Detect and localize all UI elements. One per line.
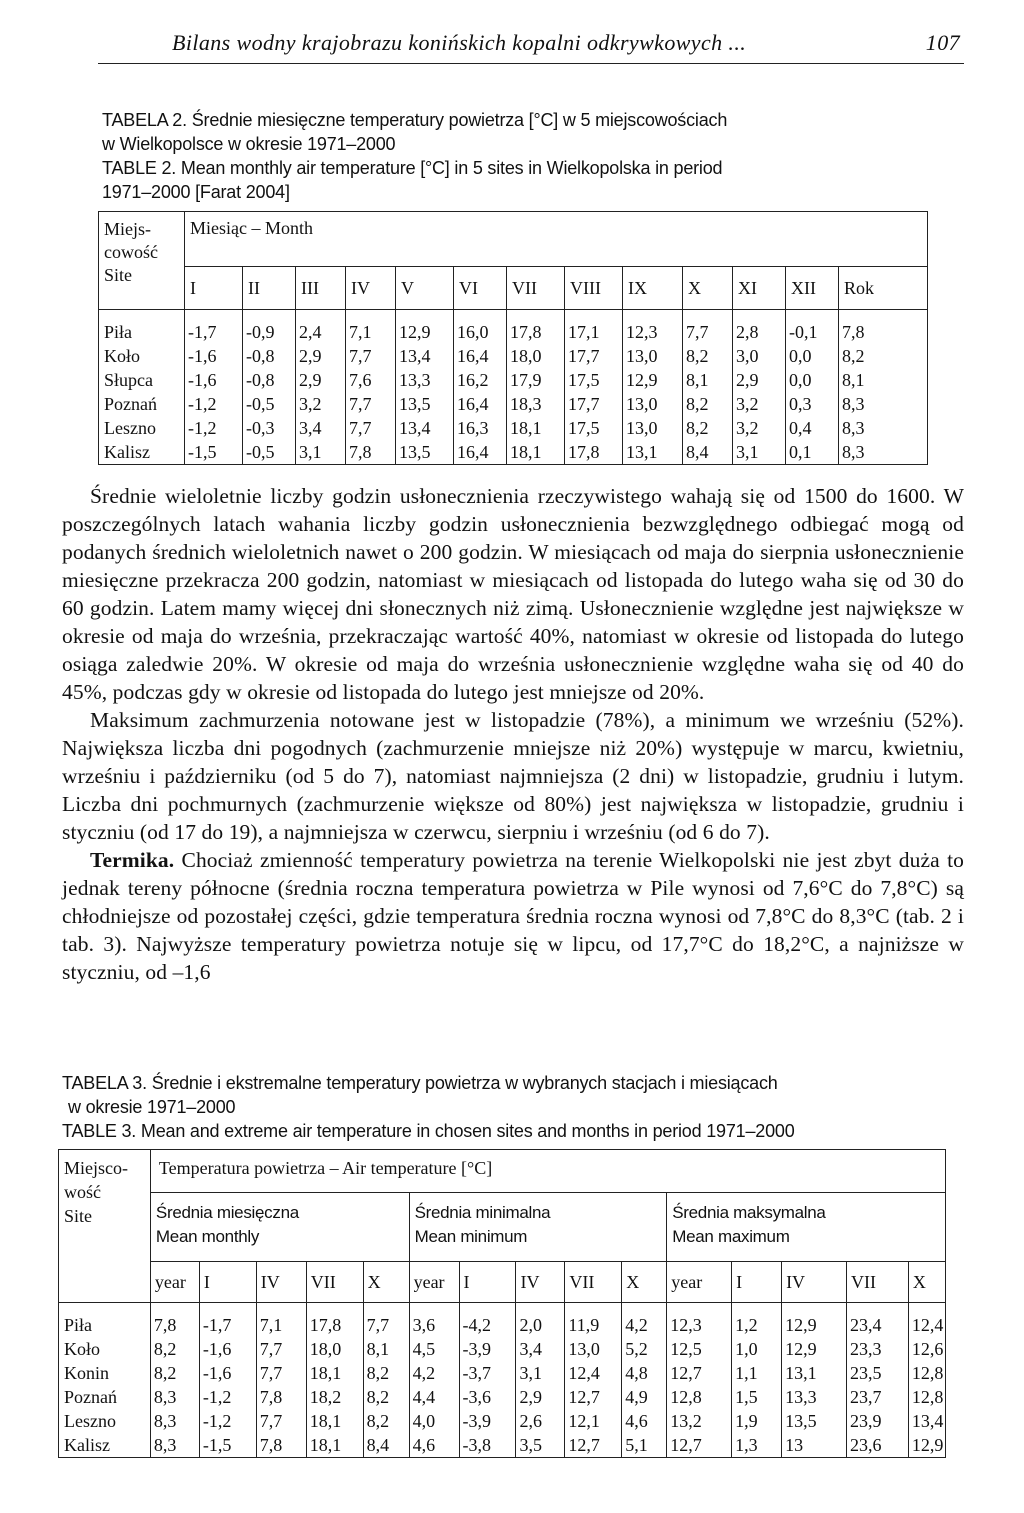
table3-site-cell: Konin [59,1361,151,1385]
table2-value-cell: -1,2 [185,416,243,440]
table2-caption-pl-line1: TABELA 2. Średnie miesięczne temperatury powietrza [°C] w 5 miejscowościach [102,110,728,130]
table2-value-cell: 0,4 [786,416,839,440]
table2-value-cell: 0,0 [786,368,839,392]
table3-value-cell: 8,3 [150,1409,199,1433]
table3-value-cell: 13 [782,1433,847,1458]
table2-value-cell: 7,7 [683,310,733,345]
table3-value-cell: 12,6 [911,1339,944,1359]
table2-value-cell: 18,3 [507,392,565,416]
table3-site-cell: Piła [59,1303,151,1338]
table2-value-cell: 3,2 [733,416,786,440]
table2-column-header: I [185,267,243,310]
table2-value-cell: 2,9 [296,344,346,368]
table3-value-cell: 12,8 [911,1387,944,1407]
table2-value-cell: 13,4 [396,344,454,368]
table2-value-cell: 8,3 [842,394,865,414]
table3-site-cell: Poznań [59,1385,151,1409]
table3-subcolumn-header: I [732,1262,782,1303]
table2-column-header: II [243,267,296,310]
table3-value-cell: -1,2 [199,1385,256,1409]
table2-value-cell: 8,2 [842,346,865,366]
table3-value-cell: 17,8 [306,1303,363,1338]
table3-subcolumn-header: year [409,1262,459,1303]
table2-site-cell: Kalisz [99,440,185,465]
table3-value-cell: 8,1 [363,1337,409,1361]
table3-value-cell: 5,2 [622,1337,667,1361]
table2-site-header-line3: Site [104,265,133,285]
table2-value-cell: 8,3 [842,418,865,438]
table3-value-cell: -1,7 [199,1303,256,1338]
table3-value-cell: 8,2 [363,1385,409,1409]
table3-value-cell: 13,2 [667,1409,732,1433]
table2-value-cell: 16,2 [454,368,507,392]
table3-caption-pl-line1: TABELA 3. Średnie i ekstremalne temperatury powietrza w wybranych stacjach i miesiącach [62,1073,778,1093]
table3-value-cell: 4,9 [622,1385,667,1409]
table3-value-cell: 12,4 [565,1361,622,1385]
table3-site-cell: Koło [59,1337,151,1361]
table3-value-cell: -1,6 [199,1337,256,1361]
table2-value-cell: 17,9 [507,368,565,392]
table3-caption-en: TABLE 3. Mean and extreme air temperature in chosen sites and months in period 1971–2000 [62,1121,795,1141]
table2-column-header: VII [507,267,565,310]
table3-value-cell: 1,1 [732,1361,782,1385]
table2-value-cell: 16,4 [454,440,507,465]
table3-value-cell: 8,4 [363,1433,409,1458]
running-title: Bilans wodny krajobrazu konińskich kopalni odkrywkowych ... [172,30,747,55]
table3-value-cell: 18,2 [306,1385,363,1409]
table2-value-cell: 3,4 [296,416,346,440]
table2-value-cell: 2,9 [733,368,786,392]
table3-value-cell: 1,5 [732,1385,782,1409]
table3-value-cell: 7,7 [256,1409,306,1433]
table2-value-cell: 8,4 [683,440,733,465]
table2-site-header-line1: Miejs- [104,219,151,239]
table3-value-cell: 2,0 [516,1303,565,1338]
table2-value-cell: 13,0 [623,416,683,440]
table2-value-cell: 7,7 [346,392,396,416]
table2-value-cell: 7,1 [346,310,396,345]
paragraph-sunshine: Średnie wieloletnie liczby godzin usłonecznienia rzeczywistego wahają się od 1500 do 1600. W poszczególnych latach wahania liczby godzin usłonecznienia bezwzględnego odbiegać mogą od podanych średnich wieloletnich nawet o 200 godzin. W miesiącach od maja do sierpnia usłonecznienie miesięczne przekracza 200 godzin, natomiast w miesiącach od listopada do lutego waha się od 30 do 60 godzin. Latem mamy więcej dni słonecznych niż zimą. Usłonecznienie względne jest największe w okresie od maja do września, przekraczając wartość 40%, natomiast w okresie od listopada do lutego osiąga zaledwie 20%. W okresie od maja do września usłonecznienie względne waha się od 40 do 45%, podczas gdy w okresie od listopada do lutego jest mniejsze od 20%. [62,484,964,704]
paragraph-thermal-text: Chociaż zmienność temperatury powietrza na terenie Wielkopolski nie jest zbyt duża to jednak tereny północne (średnia roczna temperatura powietrza w Pile wynosi od 7,6°C do 7,8°C) są chłodniejsze od pozostałej części, gdzie temperatura średnia roczna wynosi od 7,8°C do 8,3°C (tab. 2 i tab. 3). Najwyższe temperatury powietrza notuje się w lipcu, od 17,7°C do 18,2°C, a najniższe w styczniu, od –1,6 [62,848,964,984]
table2-value-cell: 3,1 [733,440,786,465]
table2 [98,211,928,465]
table3-value-cell: 4,2 [409,1361,459,1385]
table3-value-cell: 3,1 [516,1361,565,1385]
table-row [99,310,928,345]
table3-value-cell: 23,4 [846,1303,908,1338]
table2-column-header: III [296,267,346,310]
table3 [58,1149,946,1458]
table3-group-label-pl: Średnia minimalna [414,1203,551,1222]
table3-value-cell: 23,6 [846,1433,908,1458]
table-row [99,392,928,416]
table2-value-cell: -1,2 [185,392,243,416]
table3-group-row [59,1193,946,1262]
table3-value-cell: 12,8 [667,1385,732,1409]
table2-value-cell: 18,0 [507,344,565,368]
table3-site-cell: Kalisz [59,1433,151,1458]
table3-subcolumn-header: X [912,1272,926,1292]
table3-value-cell: 13,3 [782,1385,847,1409]
table2-value-cell: 8,1 [842,370,865,390]
table3-group-header [667,1193,946,1262]
table2-site-cell: Poznań [99,392,185,416]
table2-value-cell: 17,5 [565,368,623,392]
table3-value-cell: 12,7 [565,1385,622,1409]
table2-value-cell: -1,6 [185,344,243,368]
table-row [99,440,928,465]
table2-value-cell: 3,1 [296,440,346,465]
table2-value-cell: 17,7 [565,392,623,416]
table2-value-cell: 18,1 [507,416,565,440]
table3-value-cell: -1,2 [199,1409,256,1433]
table2-value-cell: 17,7 [565,344,623,368]
table3-value-cell: 13,0 [565,1337,622,1361]
table3-value-cell: 4,6 [409,1433,459,1458]
table2-value-cell: 17,5 [565,416,623,440]
table-row [59,1361,946,1385]
table3-subcolumn-header: year [667,1262,732,1303]
table3-value-cell: 18,1 [306,1409,363,1433]
table-row [59,1385,946,1409]
header-rule [98,63,964,64]
table2-value-cell: 0,3 [786,392,839,416]
table2-value-cell: -0,5 [243,392,296,416]
table3-value-cell: 23,3 [846,1337,908,1361]
table2-value-cell: 0,1 [786,440,839,465]
table-row [59,1337,946,1361]
table2-value-cell: 2,8 [733,310,786,345]
table2-value-cell: 16,0 [454,310,507,345]
table3-value-cell: 3,5 [516,1433,565,1458]
table2-caption [102,108,862,204]
table3-value-cell: 5,1 [622,1433,667,1458]
table3-subcolumn-header: IV [782,1262,847,1303]
table-row [59,1409,946,1433]
table2-value-cell: -0,8 [243,368,296,392]
table2-value-cell: 2,9 [296,368,346,392]
table2-value-cell: 17,1 [565,310,623,345]
table3-site-header-line1: Miejsco- [64,1158,128,1178]
table3-value-cell: 12,9 [782,1337,847,1361]
table3-group-label-en: Mean monthly [155,1227,260,1246]
table2-value-cell: -1,7 [185,310,243,345]
table2-column-header: Rok [844,277,875,298]
table3-value-cell: 12,7 [667,1361,732,1385]
table3-value-cell: 2,9 [516,1385,565,1409]
table2-value-cell: 7,6 [346,368,396,392]
table2-column-header: V [396,267,454,310]
table2-value-cell: 13,3 [396,368,454,392]
table3-value-cell: 1,0 [732,1337,782,1361]
page-number: 107 [925,30,960,55]
table2-value-cell: 3,2 [733,392,786,416]
table3-site-header-line2: wość [64,1182,101,1202]
table3-value-cell: -3,7 [459,1361,516,1385]
table3-value-cell: 18,0 [306,1337,363,1361]
table3-value-cell: 11,9 [565,1303,622,1338]
table2-site-header-line2: cowość [104,242,158,262]
table-row [99,344,928,368]
table3-value-cell: 4,5 [409,1337,459,1361]
table3-value-cell: -3,9 [459,1337,516,1361]
table2-value-cell: -1,6 [185,368,243,392]
table3-subcolumn-header: X [363,1262,409,1303]
table2-value-cell: 8,2 [683,344,733,368]
table3-subcolumn-header: X [622,1262,667,1303]
table2-value-cell: 13,1 [623,440,683,465]
table2-column-header: VI [454,267,507,310]
table2-value-cell: 8,2 [683,416,733,440]
table2-caption-en-line2: 1971–2000 [Farat 2004] [102,182,290,202]
table2-value-cell: 13,0 [623,344,683,368]
table2-month-header: Miesiąc – Month [185,212,928,267]
table3-group-label-en: Mean minimum [414,1227,528,1246]
table3-value-cell: 12,7 [565,1433,622,1458]
table3-value-cell: 1,2 [732,1303,782,1338]
table2-column-header: X [683,267,733,310]
table2-value-cell: 7,7 [346,344,396,368]
table3-value-cell: 4,2 [622,1303,667,1338]
table3-value-cell: 8,2 [150,1337,199,1361]
table2-site-cell: Słupca [99,368,185,392]
table2-value-cell: 8,2 [683,392,733,416]
table3-value-cell: 12,8 [911,1363,944,1383]
table2-value-cell: 17,8 [507,310,565,345]
table3-value-cell: 12,9 [911,1435,944,1455]
table2-value-cell: -0,3 [243,416,296,440]
table3-value-cell: 7,8 [256,1433,306,1458]
table3-value-cell: 12,3 [667,1303,732,1338]
table2-column-header: IV [346,267,396,310]
table2-value-cell: 0,0 [786,344,839,368]
table3-value-cell: 23,7 [846,1385,908,1409]
table2-value-cell: 12,9 [623,368,683,392]
table2-value-cell: 16,3 [454,416,507,440]
table2-value-cell: 7,8 [346,440,396,465]
table3-value-cell: 23,5 [846,1361,908,1385]
table2-site-cell: Piła [99,310,185,345]
table3-value-cell: 7,8 [256,1385,306,1409]
table3-subcolumn-header: I [199,1262,256,1303]
table2-value-cell: 8,1 [683,368,733,392]
table3-value-cell: 7,7 [256,1337,306,1361]
table2-value-cell: 16,4 [454,392,507,416]
table3-value-cell: -1,5 [199,1433,256,1458]
table3-group-label-pl: Średnia maksymalna [672,1203,826,1222]
table2-body [99,310,928,465]
table2-value-cell: 12,9 [396,310,454,345]
table3-subcolumn-header: IV [256,1262,306,1303]
table3-value-cell: 13,4 [911,1411,944,1431]
table2-value-cell: 3,2 [296,392,346,416]
table3-value-cell: 4,8 [622,1361,667,1385]
table3-value-cell: 8,3 [150,1385,199,1409]
table3-site-cell: Leszno [59,1409,151,1433]
table-row [59,1303,946,1338]
table3-group-label-pl: Średnia miesięczna [155,1203,299,1222]
table3-value-cell: -1,6 [199,1361,256,1385]
table3-value-cell: 4,4 [409,1385,459,1409]
table3-value-cell: 23,9 [846,1409,908,1433]
table3-value-cell: 12,5 [667,1337,732,1361]
table2-value-cell: 13,5 [396,440,454,465]
table2-value-cell: 13,4 [396,416,454,440]
table2-value-cell: -0,5 [243,440,296,465]
table2-value-cell: -0,8 [243,344,296,368]
table3-value-cell: 12,4 [908,1303,945,1338]
table3-group-label-en: Mean maximum [672,1227,790,1246]
paragraph-thermal [62,846,964,986]
table3-value-cell: -3,6 [459,1385,516,1409]
table2-caption-pl-line2: w Wielkopolsce w okresie 1971–2000 [102,134,396,154]
table3-subcolumn-row [59,1262,946,1303]
table3-value-cell: 7,7 [363,1303,409,1338]
table2-value-cell: 17,8 [565,440,623,465]
table3-value-cell: -3,9 [459,1409,516,1433]
table2-month-row [99,267,928,310]
table2-column-header: IX [623,267,683,310]
table2-value-cell: 3,0 [733,344,786,368]
table2-value-cell: 18,1 [507,440,565,465]
table3-subcolumn-header: I [459,1262,516,1303]
table3-subcolumn-header: IV [516,1262,565,1303]
table2-value-cell: 16,4 [454,344,507,368]
table3-value-cell: 1,9 [732,1409,782,1433]
table-row [99,368,928,392]
table2-site-cell: Koło [99,344,185,368]
table2-column-header: XII [786,267,839,310]
table3-value-cell: 1,3 [732,1433,782,1458]
table3-value-cell: 12,1 [565,1409,622,1433]
table3-group-header [150,1193,409,1262]
table-row [99,416,928,440]
table3-value-cell: 12,9 [782,1303,847,1338]
table3-subcolumn-header: VII [306,1262,363,1303]
table3-subcolumn-header: VII [846,1262,908,1303]
table3-value-cell: 18,1 [306,1433,363,1458]
table2-value-cell: 7,8 [839,310,928,345]
table3-value-cell: 8,2 [363,1409,409,1433]
table3-value-cell: 8,2 [150,1361,199,1385]
table3-caption [62,1071,962,1143]
table3-value-cell: 7,8 [150,1303,199,1338]
table2-column-header: XI [733,267,786,310]
table2-value-cell: 2,4 [296,310,346,345]
paragraph-cloudiness: Maksimum zachmurzenia notowane jest w listopadzie (78%), a minimum we wrześniu (52%). Największa liczba dni pogodnych (zachmurzenie mniejsze niż 20%) występuje w marcu, kwietniu, wrześniu i październiku (od 5 do 7), natomiast najmniejsza (2 dni) w listopadzie, grudniu i lutym. Liczba dni pochmurnych (zachmurzenie większe od 80%) jest największa w listopadzie, grudniu i styczniu (od 17 do 19), a najmniejsza w czerwcu, sierpniu i wrześniu (od 6 do 7). [62,708,964,844]
table2-site-cell: Leszno [99,416,185,440]
table3-value-cell: 8,3 [150,1433,199,1458]
table2-caption-en-line1: TABLE 2. Mean monthly air temperature [°C] in 5 sites in Wielkopolska in period [102,158,723,178]
table2-value-cell: 13,5 [396,392,454,416]
table2-value-cell: 8,3 [842,442,865,462]
table2-value-cell: -0,9 [243,310,296,345]
table3-value-cell: 2,6 [516,1409,565,1433]
table3-air-header: Temperatura powietrza – Air temperature [°C] [150,1150,945,1193]
table3-value-cell: 3,6 [409,1303,459,1338]
body-text [62,482,964,986]
table2-column-header: VIII [565,267,623,310]
table3-subcolumn-header: VII [565,1262,622,1303]
table-row [59,1433,946,1458]
table3-value-cell: 4,6 [622,1409,667,1433]
table3-site-header-line3: Site [64,1206,93,1226]
table3-value-cell: 13,5 [782,1409,847,1433]
table2-value-cell: -0,1 [786,310,839,345]
table2-value-cell: 7,7 [346,416,396,440]
table2-site-header [99,212,185,310]
table3-value-cell: 13,1 [782,1361,847,1385]
table2-value-cell: 12,3 [623,310,683,345]
table3-value-cell: -4,2 [459,1303,516,1338]
table3-value-cell: -3,8 [459,1433,516,1458]
table2-value-cell: -1,5 [185,440,243,465]
table3-value-cell: 4,0 [409,1409,459,1433]
table3-site-header [59,1150,151,1303]
table3-value-cell: 3,4 [516,1337,565,1361]
table3-value-cell: 18,1 [306,1361,363,1385]
table3-body [59,1303,946,1458]
table3-value-cell: 7,1 [256,1303,306,1338]
table3-value-cell: 7,7 [256,1361,306,1385]
table3-subcolumn-header: year [150,1262,199,1303]
table3-group-header [409,1193,667,1262]
section-heading-termika: Termika. [90,848,175,872]
table3-value-cell: 8,2 [363,1361,409,1385]
table3-value-cell: 12,7 [667,1433,732,1458]
table3-caption-pl-line2: w okresie 1971–2000 [68,1097,236,1117]
table2-value-cell: 13,0 [623,392,683,416]
